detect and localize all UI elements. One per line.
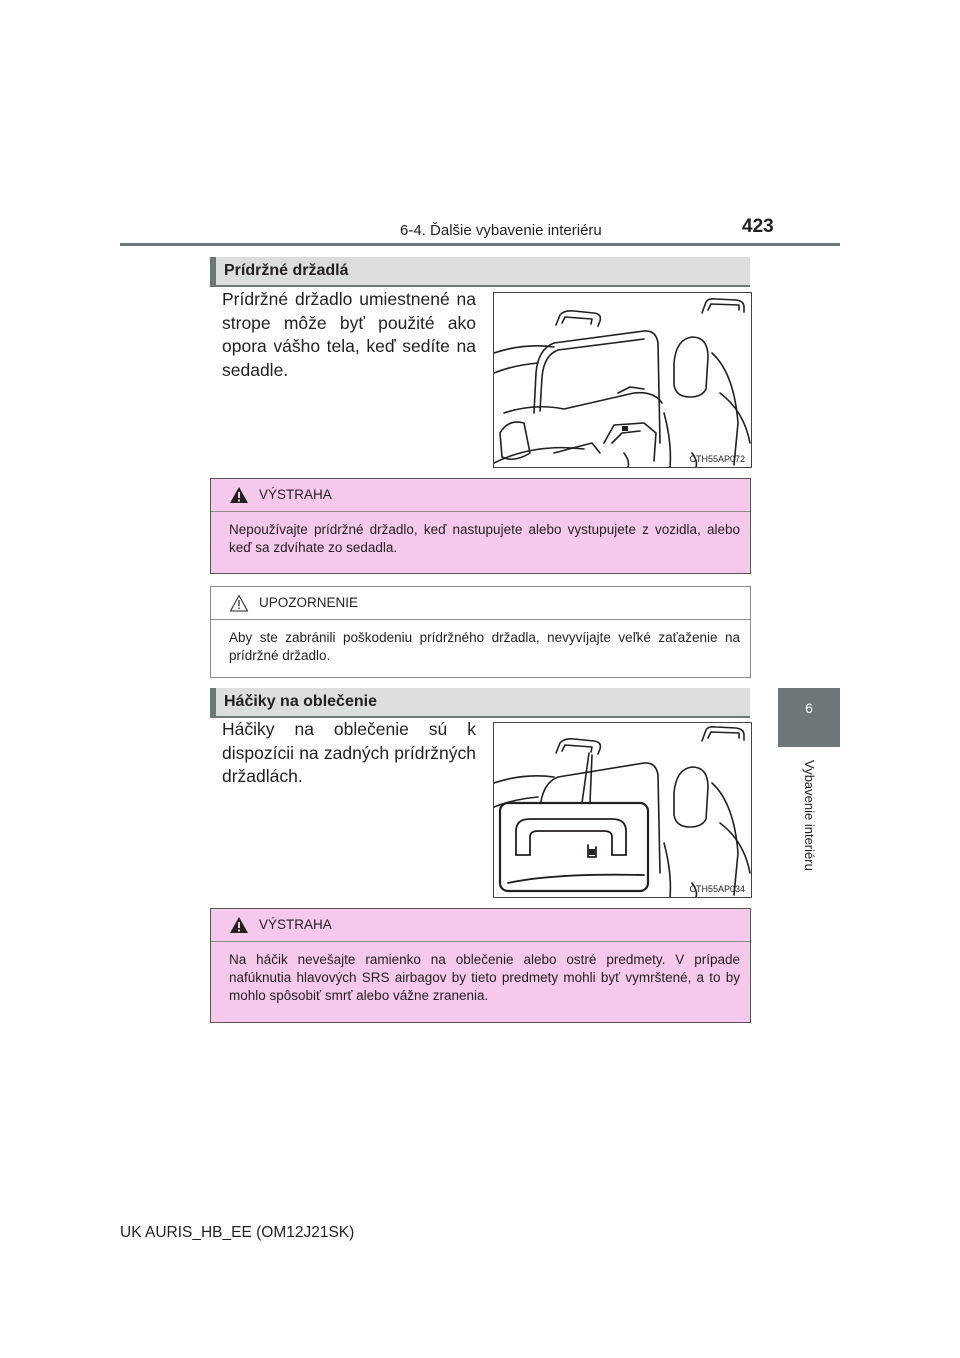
section-text: Háčiky na oblečenie sú k dispozícii na zadných prídržných držadlách. — [222, 719, 476, 786]
warning-text: Na háčik nevešajte ramienko na oblečenie alebo ostré predmety. V prípade nafúknutia hlavových SRS airbagov by tieto predmety mohli byť vymrštené, a to by mohlo spôsobiť smrť alebo vážne zranenia. — [229, 952, 740, 1003]
section-text: Prídržné držadlo umiestnené na strope môže byť použité ako opora vášho tela, keď sedíte na sedadle. — [222, 289, 476, 380]
caution-label: UPOZORNENIE — [259, 595, 359, 610]
header-rule — [120, 243, 840, 246]
car-interior-hook-drawing — [494, 723, 751, 897]
figure-code: CTH55AP072 — [689, 454, 745, 464]
page-number: 423 — [742, 216, 774, 237]
warning-triangle-icon — [229, 916, 249, 934]
caution-text: Aby ste zabránili poškodeniu prídržného držadla, nevyvíjajte veľké zaťaženie na prídržné držadlo. — [229, 630, 740, 663]
assist-grip-illustration — [493, 292, 752, 468]
chapter-tab — [778, 688, 840, 747]
section-header-clothing-hooks — [210, 688, 750, 716]
footer-model-code: UK AURIS_HB_EE (OM12J21SK) — [120, 1224, 355, 1241]
caution-triangle-icon — [229, 594, 249, 612]
car-interior-drawing — [494, 293, 751, 467]
warning-triangle-icon — [229, 486, 249, 504]
running-header-section: 6-4. Ďalšie vybavenie interiéru — [400, 222, 602, 239]
warning-box — [210, 908, 751, 1023]
warning-label: VÝSTRAHA — [259, 487, 332, 502]
figure-code: CTH55AP034 — [689, 884, 745, 894]
clothing-hook-illustration — [493, 722, 752, 898]
chapter-title: Vybavenie interiéru — [802, 760, 817, 871]
section-title: Prídržné držadlá — [224, 262, 349, 279]
section-header-assist-grips — [210, 257, 750, 285]
warning-label: VÝSTRAHA — [259, 917, 332, 932]
warning-box — [210, 478, 751, 574]
section-title: Háčiky na oblečenie — [224, 693, 377, 710]
chapter-number: 6 — [805, 700, 813, 716]
warning-text: Nepoužívajte prídržné držadlo, keď nastupujete alebo vystupujete z vozidla, alebo keď sa zdvíhate zo sedadla. — [229, 522, 740, 555]
caution-box — [210, 586, 751, 678]
